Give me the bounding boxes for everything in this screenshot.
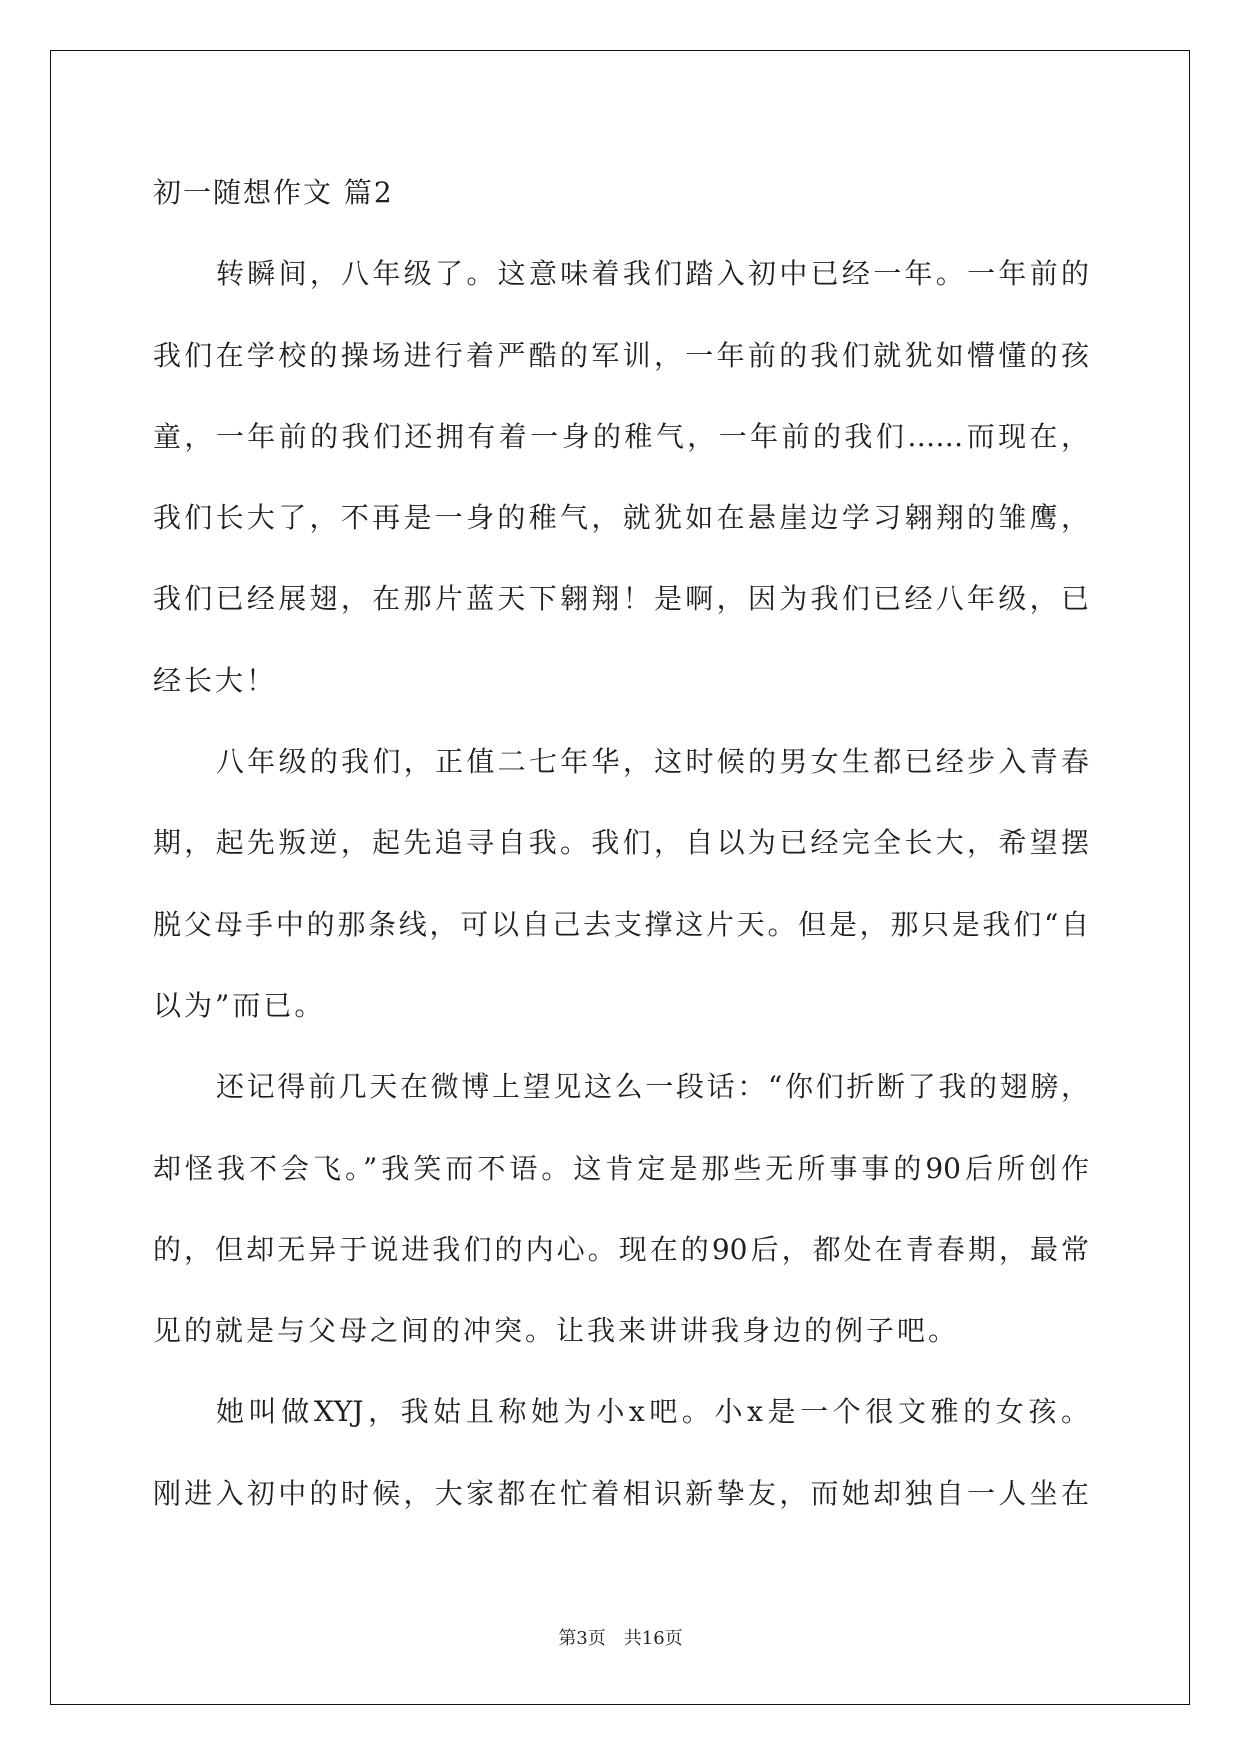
paragraph-line: 刚进入初中的时候，大家都在忙着相识新挚友，而她却独自一人坐在 <box>153 1476 1089 1510</box>
paragraph-line: 童，一年前的我们还拥有着一身的稚气，一年前的我们……而现在， <box>153 419 1089 453</box>
page-footer: 第3页 共16页 <box>558 1628 683 1649</box>
document-body <box>153 152 1089 1534</box>
paragraph-line: 以为”而已。 <box>153 988 326 1022</box>
paragraph-line: 却怪我不会飞。”我笑而不语。这肯定是那些无所事事的90后所创作 <box>153 1151 1089 1185</box>
paragraph-line: 的，但却无异于说进我们的内心。现在的90后，都处在青春期，最常 <box>153 1232 1089 1266</box>
page-title: 初一随想作文 篇2 <box>153 176 394 209</box>
paragraph-line: 她叫做XYJ，我姑且称她为小x吧。小x是一个很文雅的女孩。 <box>216 1395 1089 1429</box>
paragraph-line: 还记得前几天在微博上望见这么一段话：“你们折断了我的翅膀， <box>216 1070 1089 1104</box>
paragraph-line: 我们长大了，不再是一身的稚气，就犹如在悬崖边学习翱翔的雏鹰， <box>153 501 1089 535</box>
paragraph-line: 经长大！ <box>153 663 278 697</box>
paragraph-line: 见的就是与父母之间的冲突。让我来讲讲我身边的例子吧。 <box>153 1314 960 1348</box>
paragraph-line: 八年级的我们，正值二七年华，这时候的男女生都已经步入青春 <box>216 745 1089 779</box>
paragraph-line: 我们已经展翅，在那片蓝天下翱翔！是啊，因为我们已经八年级，已 <box>153 582 1089 616</box>
paragraph-line: 我们在学校的操场进行着严酷的军训，一年前的我们就犹如懵懂的孩 <box>153 338 1089 372</box>
paragraph-line: 脱父母手中的那条线，可以自己去支撑这片天。但是，那只是我们“自 <box>153 907 1089 941</box>
paragraph-line: 期，起先叛逆，起先追寻自我。我们，自以为已经完全长大，希望摆 <box>153 826 1089 860</box>
paragraph-line: 转瞬间，八年级了。这意味着我们踏入初中已经一年。一年前的 <box>216 257 1089 291</box>
